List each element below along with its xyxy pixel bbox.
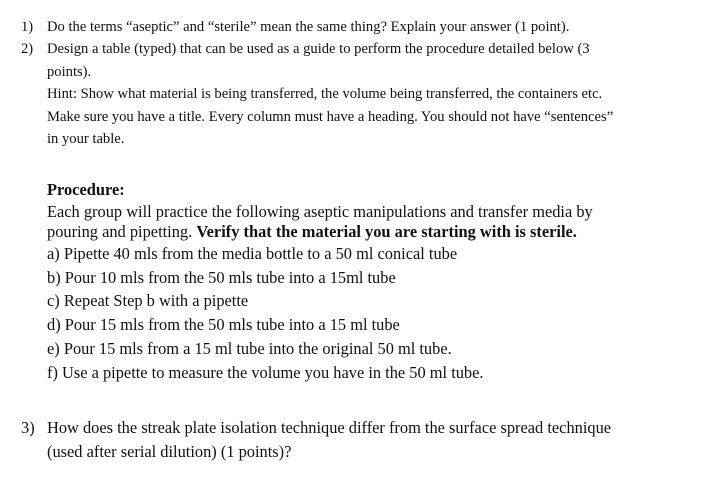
hint-line: in your table. xyxy=(47,131,125,147)
procedure-step: e) Pour 15 mls from a 15 ml tube into the original 50 ml tube. xyxy=(47,338,452,358)
procedure-step: b) Pour 10 mls from the 50 mls tube into a 15ml tube xyxy=(47,267,396,287)
text-line: points). xyxy=(47,63,92,80)
question-number: 3) xyxy=(21,418,35,437)
hint-line: Hint: Show what material is being transferred, the volume being transferred, the containers etc. xyxy=(47,86,603,102)
question-text xyxy=(47,38,697,151)
procedure-steps xyxy=(47,242,697,384)
question-text xyxy=(47,416,697,464)
procedure-step: a) Pipette 40 mls from the media bottle to a 50 ml conical tube xyxy=(47,244,458,263)
text-line: How does the streak plate isolation technique differ from the surface spread technique xyxy=(47,418,612,437)
procedure-step: d) Pour 15 mls from the 50 mls tube into a 15 ml tube xyxy=(47,315,400,335)
question-text xyxy=(47,16,697,39)
intro-plain-text: pouring and pipetting. xyxy=(47,222,197,241)
procedure-section xyxy=(47,178,697,384)
intro-bold-text: Verify that the material you are starting with is sterile. xyxy=(196,222,577,241)
procedure-intro-line: Each group will practice the following aseptic manipulations and transfer media by xyxy=(47,202,593,221)
text-line: Do the terms “aseptic” and “sterile” mean the same thing? Explain your answer (1 point). xyxy=(47,19,570,35)
procedure-heading: Procedure: xyxy=(47,180,125,199)
procedure-step: c) Repeat Step b with a pipette xyxy=(47,291,249,311)
question-number: 2) xyxy=(21,41,34,57)
text-line: Design a table (typed) that can be used as a guide to perform the procedure detailed below (3 xyxy=(47,41,590,57)
text-line: (used after serial dilution) (1 points)? xyxy=(47,442,292,461)
question-number: 1) xyxy=(21,19,34,35)
hint-line: Make sure you have a title. Every column must have a heading. You should not have “sentences” xyxy=(47,108,614,125)
procedure-intro-line xyxy=(47,222,697,242)
procedure-step: f) Use a pipette to measure the volume you have in the 50 ml tube. xyxy=(47,362,484,382)
